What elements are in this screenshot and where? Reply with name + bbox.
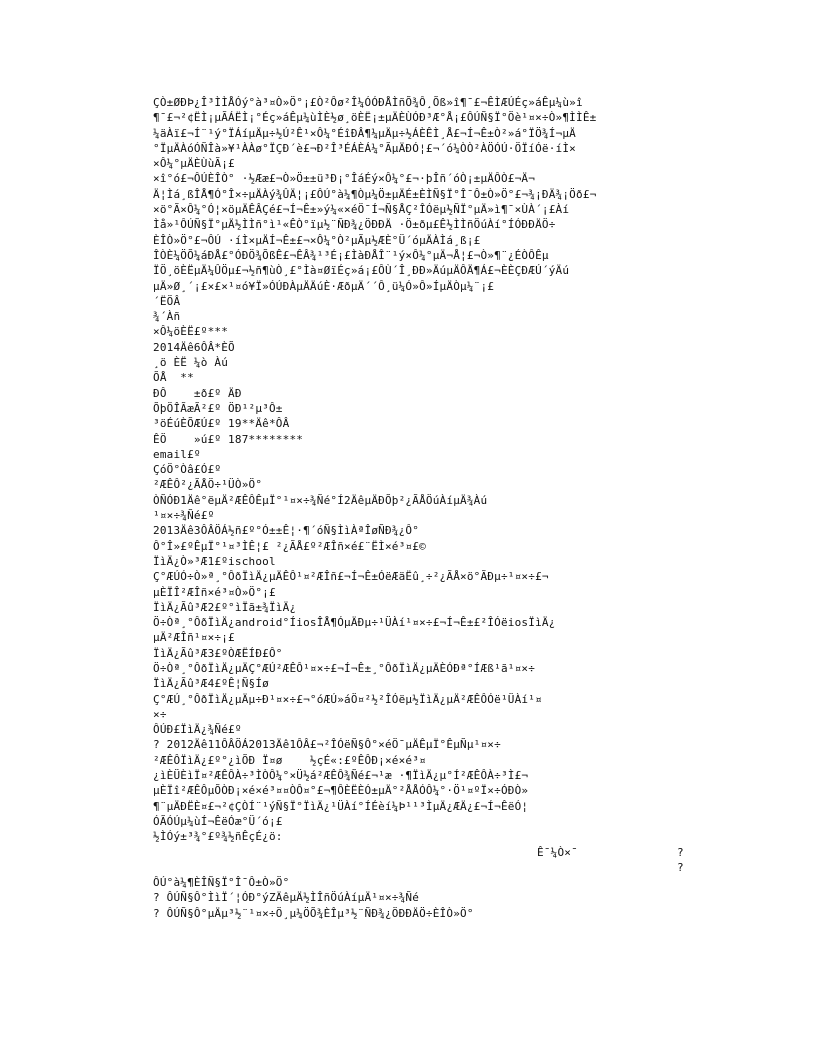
text-line: Ö÷Òª¸°ÔðÏìÄ¿µÄÇ°ÆÚ²ÆÊÔ¹¤×÷£¬Í¬Ê±¸°ÔðÏìÄ¿µÄÈÓÐª°ÍÆß¹ã¹¤×÷: [153, 661, 536, 675]
salutation-line: ¾´Àñ: [153, 310, 181, 324]
objective-value: ²ÆÊÔ²¿ÃÅÖ÷¹ÜÒ»Ö°: [153, 478, 263, 492]
education-row: [153, 845, 693, 860]
text-line: ¿ìÈÜÈìÏ¤²ÆÊÔÀ÷³ÌÒÔ¼°×Ü½á²ÆÊÔ¾Ñé£¬¹æ ·¶ÏìÄ¿µ°Í²ÆÊÔÀ÷³Ì£¬: [153, 769, 529, 783]
date-line: 2014Äê6ÔÂ*ÈÕ: [153, 340, 235, 354]
text-line: ÓÃÓÚµ¼ùÍ¬ÊëÓæ°Ü´ó¡£: [153, 814, 283, 828]
education-location: Ê¯¼Ò×¯: [537, 845, 578, 859]
bullet-line: ? ÔÚÑ§Ô°ÌìÏ´¦ÓÐ°ýZÄêµÄ½ÌÎñÖúÀíµÄ¹¤×÷¾Ñé: [153, 891, 420, 905]
activities-row: [153, 860, 693, 875]
text-line: ¼äÀï£¬Í¨¹ý°ÏÁíµÄµ÷½Ú²Ê¹×Ô¼°ÉîÐÂ¶¼µÄµ÷½ÁÈÊÌ¸Å£¬Í¬Ê±Ò²»á°ÏÖ¾Í¬µÄ: [153, 126, 576, 140]
text-line: ÏìÄ¿Ãû³Æ2£º°ìÏã±¾ÏìÄ¿: [153, 600, 297, 614]
text-line: Ô°Î»£ºÊµÏ°¹¤³ÌÊ¦£ ²¿ÃÅ£º²ÆÎñ×é£¨ËÌ×é³¤£©: [153, 539, 426, 553]
text-line: ¶¯£¬²¢ËÌ¡µÃÁËÌ¡°Éç»áÊµ¼ùÌÈ½ø¸öÈË¡±µÄÈÙÓÐ³Æ°Å¡£ÔÚÑ§Ï°Öè¹¤×÷Ò»¶ÌÌÊ±: [153, 111, 597, 125]
text-line: ÏìÄ¿Ãû³Æ3£ºÒÆËÍÐ£Ô°: [153, 646, 283, 660]
text-line: ÇÒ±ØÐÞ¿Î³ÌÌÅÓý°à³¤Ò»Ö°¡£Ò²Ôø²Î¼ÓÓÐÅÌñÕ¾Ô¸Õß»î¶¯£¬ÊÌÆÚÉç»áÊµ¼ù»î: [153, 96, 583, 109]
bullet-line: ? ÔÚÑ§Ô°µÄµ³½¨¹¤×÷Ö¸µ¼ÖÕ¾ÈÎµ³½¨ÑÐ¾¿ÖÐÐÄÖ÷ÈÎÒ»Ö°: [153, 906, 474, 920]
closing-line: ´ËÖÂ: [153, 294, 181, 308]
text-line: ¶¨µÄÐËÈ¤£¬²¢ÇÒÍ¨¹ýÑ§Ï°ÏìÄ¿¹ÜÀí°ÍÉèí¼Þ¹¹³ÌµÄ¿ÆÄ¿£¬Í¬ÊëÓ¦: [153, 799, 529, 813]
text-line: µÄ²ÆÎñ¹¤×÷¡£: [153, 631, 235, 645]
objective-label: ÇóÖ°Òâ£Ó£º: [153, 463, 222, 477]
text-line: ÔÚÐ£ÏìÄ¿¾Ñé£º: [153, 723, 242, 737]
text-line: ×ö°Ã×Ô¼°Ó¦×öµÄÊÂÇé£¬Í¬Ê±»ý¼«×éÖ¯Í¬Ñ§ÅÇ²ÎÓëµ½ÑÏ°µÄ»ì¶¯×ÙÀ´¡£Àí: [153, 203, 570, 217]
text-line: ÏìÄ¿Ãû³Æ4£ºÊ¦Ñ§Íø: [153, 677, 269, 691]
resume-title: ¸ö ÈË ¼ò Àú: [153, 356, 229, 370]
email-line: email£º: [153, 447, 201, 461]
document-body: [153, 95, 693, 921]
text-line: ÏÖ¸öÈËµÄ¼ÛÖµ£¬½ñ¶ùÒ¸£°Ìà¤ØïÉç»á¡£ÔÙ´Î¸ÐÐ»ÄúµÄÔÄ¶Á£¬ÈÈÇÐÆÚ´ýÄú: [153, 264, 570, 278]
text-line: ×÷: [153, 707, 167, 721]
signature-line: ×Ô¼öÈË£º***: [153, 325, 229, 339]
text-line: ? 2012Äê11ÔÂÖÁ2013Äê1ÔÂ£¬²ÎÓëÑ§Ô°×éÖ¯µÄÊµÏ°ÊµÑµ¹¤×÷: [153, 738, 501, 752]
gender-line: ÐÔ ±ð£º ÄÐ: [153, 386, 242, 400]
summary-line: ÒÑÓÐ1Äê°ëµÄ²ÆÊÔÊµÏ°¹¤×÷¾Ñé°Í2ÄêµÄÐÕþ²¿ÃÅÖúÀíµÄ¾Àú: [153, 493, 488, 507]
text-line: µÈÏÎ²ÆÎñ×é³¤Ò»Ö°¡£: [153, 585, 276, 599]
text-line: Ä¦Ìá¸ßÎÅ¶Ó°Î×÷µÄÀý¾ÛÄ¦¡£ÔÚ°à¼¶Òµ¼Ö±µÄÉ±ÈÌÑ§Ï°Î¯Ô±Ò»Ö°£¬¾¡ÐÄ¾¡Öð£¬: [153, 187, 597, 201]
text-line: 2013Äê3ÔÂÖÁ½ñ£º°Ó±±Ê¦·¶´óÑ§ÌìÀªÎøÑÐ¾¿Ô°: [153, 524, 420, 538]
text-line: Ö÷Òª¸°ÔðÏìÄ¿android°ÍiosÎÅ¶ÓµÄÐµ÷¹ÜÀí¹¤×÷£¬Í¬Ê±£²ÎÓëiosÏìÄ¿: [153, 616, 556, 630]
text-line: Ç°ÆÚ¸°ÔðÏìÄ¿µÄµ÷Ð¹¤×÷£¬°óÆÚ»áÖ¤²½²ÎÓëµ½ÏìÄ¿µÄ²ÆÊÔÓë¹ÜÀí¹¤: [153, 692, 542, 706]
missing-glyph-mark: ?: [677, 845, 684, 859]
phone-line: ÊÖ »ú£º 187********: [153, 432, 304, 446]
text-line: ×î°ó£¬ÔÚÈÎÒ° ·½Ææ£¬Ò»Ö±±ü³Ð¡°ÎáÉý×Ô¼°£¬·þÎñ´óÒ¡±µÄÔÒ£¬Ä¬: [153, 172, 536, 186]
experience-label: ¹¤×÷¾Ñé£º: [153, 509, 215, 523]
text-line: ÈÎÒ»Ö°£¬ÔÚ ·íÌ×µÄÍ¬Ê±£¬×Ô¼°Ò²µÃµ½ÆÈ°Ü´óµÄÀÌá¸ß¡£: [153, 233, 481, 247]
text-line: ÏìÄ¿Ò»³Æ1£ºischool: [153, 554, 276, 568]
missing-glyph-mark: ?: [677, 860, 684, 874]
text-line: ÎÒÈ¼ÖÕ¼áÐÅ£°ÓÐÖ¾ÕßÊ£¬ÊÂ¾¹³É¡£ÌàÐÅÎ¨¹ý×Ô¼°µÄ¬Å¦£¬Ò»¶¨¿ÉÒÔÊµ: [153, 248, 549, 262]
text-line: Ìå»¹ÔÚÑ§Ï°µÄ½ÌÌñ°ì¹«ÊÒ°ïµ½¨ÑÐ¾¿ÖÐÐÄ ·Ö±ðµ£Ê½ÌÌñÖúÀí°ÍÓÐÐÄÖ÷: [153, 218, 556, 232]
political-status-line: ÕþÖÎÃæÃ²£º ÖÐ¹²µ³Ô±: [153, 401, 283, 415]
text-line: Ç°ÆÚÓ÷Ò»ª¸°ÔðÏìÄ¿µÄÊÔ¹¤²ÆÎñ£¬Í¬Ê±ÓëÆäËû¸÷²¿ÃÅ×ö°ÃÐµ÷¹¤×÷£¬: [153, 570, 549, 584]
text-line: ²ÆÊÔÏìÄ¿£º°¿ìÕÐ Ï¤ø ½çÉ«:£ºÊÔÐ¡×é×é³¤: [153, 753, 426, 767]
name-line: ÕÅ **: [153, 371, 194, 385]
text-line: °ÏµÄÀóÓÑÎà»¥¹ÀÀø°ÏÇÐ´è£¬Ð²Î³ÉÁÈÁ¼°ÃµÄÐÓ¦£¬´ó¼ÒÒ²ÀÖÓÚ·ÖÏíÓë·íÌ×: [153, 141, 576, 155]
birth-date-line: ³öÉúÈÕÆÚ£º 19**Äê*ÔÂ: [153, 417, 290, 431]
text-line: ÔÚ°à¼¶ÈÎÑ§Ï°Î¯Ô±Ò»Ö°: [153, 876, 290, 890]
text-line: µÄ»Ø¸´¡£×£×¹¤ó¥Ï»ÓÚÐÀµÄÄúÈ·ÆðµÄ´´Ô¸ü¼Ó»Ô»ÍµÄÒµ¼¨¡£: [153, 279, 495, 293]
text-line: ×Ô¼°µÄÈÙùÃ¡£: [153, 157, 235, 171]
text-line: µÈÏî²ÆÊÔµÕÒÐ¡×é×é³¤¤ÒÔ¤°£¬¶ÔÈËÈÓ±µÄ°²ÅÅÓÔ¼°·Ö¹¤ºÏ×÷ÓÐÒ»: [153, 784, 529, 798]
education-label: ½ÌÓý±³¾°£º¾½ñÊçÉ¿ö:: [153, 830, 283, 844]
